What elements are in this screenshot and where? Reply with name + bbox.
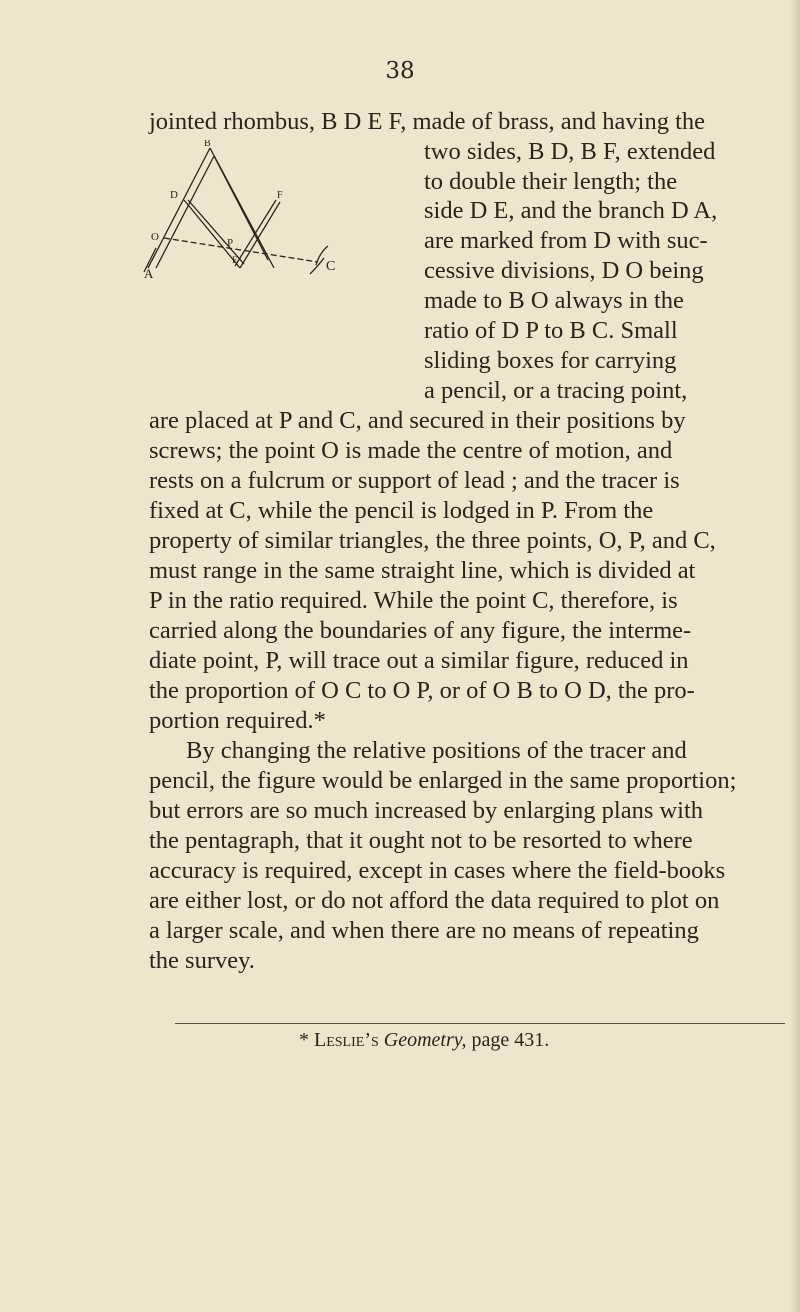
text-line-body: the survey. (149, 947, 255, 974)
footnote-author: Leslie’s (314, 1029, 379, 1051)
page-edge-shadow (790, 0, 800, 1312)
text-line-body: the pentagraph, that it ought not to be resorted to where (149, 827, 693, 854)
text-line-body: carried along the boundaries of any figure, the interme- (149, 617, 692, 644)
line-A-B (148, 148, 210, 268)
label-D: D (170, 189, 178, 201)
text-line-wrap: cessive divisions, D O being (424, 257, 704, 284)
text-line-body: fixed at C, while the pencil is lodged in P. From the (149, 497, 654, 524)
text-line-wrap: to double their length; the (424, 168, 678, 195)
text-line-wrap: a pencil, or a tracing point, (424, 377, 688, 404)
label-C: C (326, 259, 336, 274)
page-number: 38 (385, 58, 415, 84)
text-line-body: pencil, the figure would be enlarged in the same proportion; (149, 767, 737, 794)
text-line-body: are placed at P and C, and secured in their positions by (149, 407, 686, 434)
line-E-F (240, 202, 280, 268)
label-P: P (227, 237, 234, 249)
text-line-body: diate point, P, will trace out a similar figure, reduced in (149, 647, 689, 674)
text-line-wrap: side D E, and the branch D A, (424, 197, 718, 224)
text-line-wrap: sliding boxes for carrying (424, 347, 677, 374)
footnote-rest: page 431. (466, 1029, 550, 1051)
text-line-body: but errors are so much increased by enlarging plans with (149, 797, 704, 824)
text-line-body: property of similar triangles, the three points, O, P, and C, (149, 527, 716, 554)
text-line-paragraph-start: By changing the relative positions of the tracer and (186, 737, 687, 764)
footnote-rule (175, 1023, 785, 1024)
footnote (299, 1029, 549, 1052)
text-line-body: P in the ratio required. While the point C, therefore, is (149, 587, 678, 614)
pentagraph-diagram-svg (140, 140, 440, 280)
text-line-wrap: made to B O always in the (424, 287, 684, 314)
label-B: B (204, 140, 211, 149)
text-line-wrap: are marked from D with suc- (424, 227, 708, 254)
text-line-body: must range in the same straight line, which is divided at (149, 557, 696, 584)
line-O-C-dashed (164, 238, 318, 262)
text-line-body: the proportion of O C to O P, or of O B to O D, the pro- (149, 677, 695, 704)
label-O: O (151, 231, 159, 243)
label-F: F (277, 190, 283, 201)
text-line-body: a larger scale, and when there are no means of repeating (149, 917, 699, 944)
text-line-body: accuracy is required, except in cases where the field-books (149, 857, 726, 884)
text-line-body: portion required.* (149, 707, 326, 734)
pentagraph-diagram (140, 140, 440, 280)
footnote-marker: * (299, 1029, 314, 1051)
text-line-wrap: ratio of D P to B C. Small (424, 317, 678, 344)
text-line-body: screws; the point O is made the centre of motion, and (149, 437, 673, 464)
label-A: A (144, 266, 154, 280)
text-line-body: are either lost, or do not afford the data required to plot on (149, 887, 720, 914)
footnote-title: Geometry, (383, 1029, 467, 1051)
text-line-first: jointed rhombus, B D E F, made of brass, and having the (149, 108, 706, 135)
label-E: E (232, 255, 238, 265)
text-line-body: rests on a fulcrum or support of lead ; and the tracer is (149, 467, 680, 494)
text-line-wrap: two sides, B D, B F, extended (424, 138, 716, 165)
